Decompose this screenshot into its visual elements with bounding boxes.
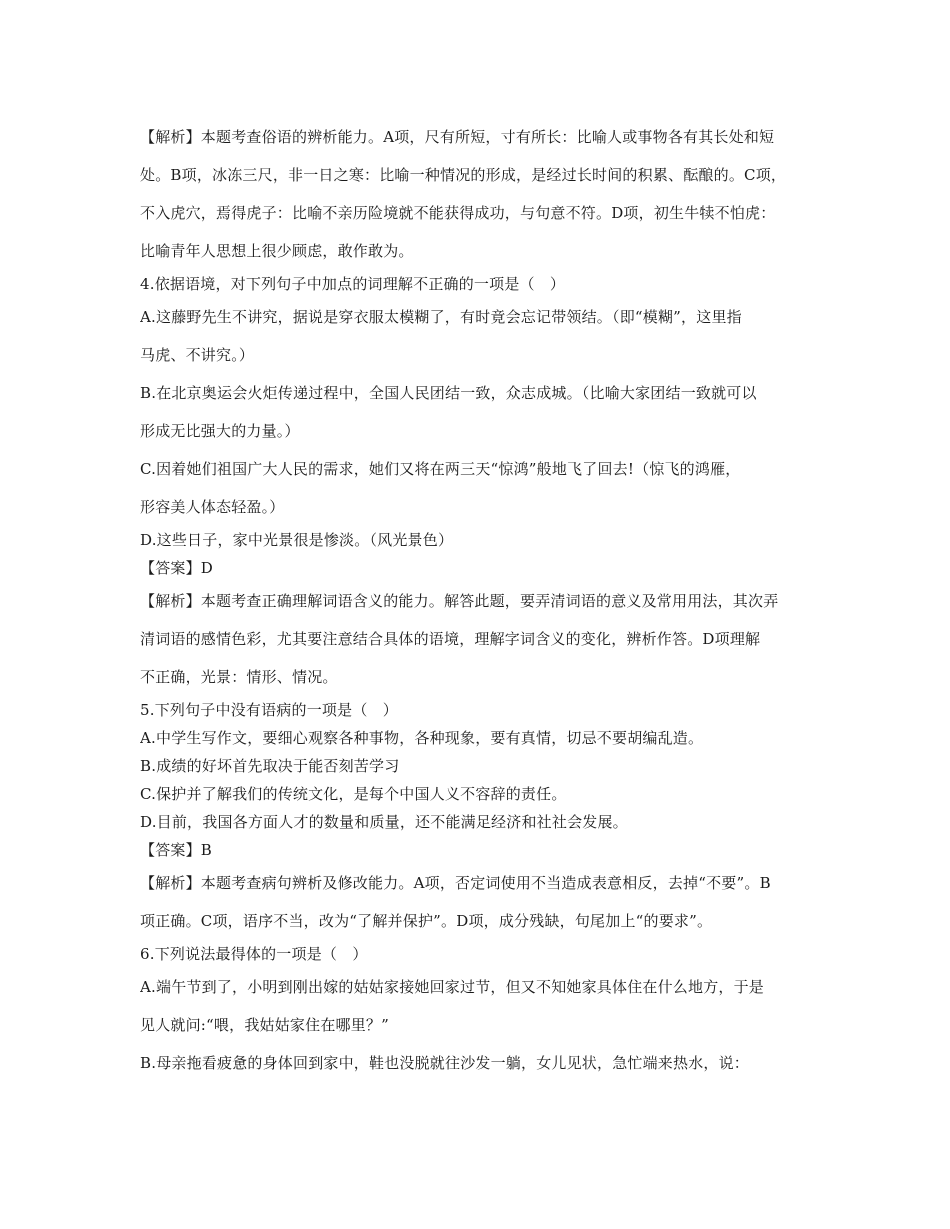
text-line: 5.下列句子中没有语病的一项是（ ） [140,701,398,719]
paragraph [140,298,812,526]
text-line: 比喻青年人思想上很少顾虑，敢作敢为。 [140,242,414,260]
text-line: 马虎、不讲究。） [140,346,255,364]
text-line: C.保护并了解我们的传统文化，是每个中国人义不容辞的责任。 [140,785,567,803]
text-line: D.目前，我国各方面人才的数量和质量，还不能满足经济和社社会发展。 [140,813,628,831]
paragraph [140,582,812,696]
text-line: 【解析】本题考查正确理解词语含义的能力。解答此题，要弄清词语的意义及常用用法，其次弄 [140,592,779,610]
text-line: 6.下列说法最得体的一项是（ ） [140,945,368,963]
text-line: B.母亲拖看疲惫的身体回到家中，鞋也没脱就往沙发一躺，女儿见状，急忙端来热水，说： [140,1054,749,1072]
text-line: 项正确。C项，语序不当，改为“了解并保护”。D项，成分残缺，句尾加上“的要求”。 [140,912,713,930]
text-line: 形容美人体态轻盈。） [140,498,285,516]
text-line: A.中学生写作文，要细心观察各种事物，各种现象，要有真情，切忌不要胡编乱造。 [140,729,704,747]
text-line: B.成绩的好坏首先取决于能否刻苦学习 [140,757,400,775]
text-line: 4.依据语境，对下列句子中加点的词理解不正确的一项是（ ） [140,275,566,293]
text-line: 形成无比强大的力量。） [140,422,300,440]
document-page [140,118,812,1082]
text-line: B.在北京奥运会火炬传递过程中，全国人民团结一致，众志成城。（比喻大家团结一致就可以 [140,384,757,402]
text-line: C.因着她们祖国广大人民的需求，她们又将在两三天“惊鸿”般地飞了回去!（惊飞的鸿雁， [140,460,741,478]
text-line: 【答案】B [140,841,213,859]
text-line: 【解析】本题考查俗语的辨析能力。A项，尺有所短，寸有所长：比喻人或事物各有其长处和短 [140,128,775,146]
paragraph [140,864,812,940]
text-line: 处。B项，冰冻三尺，非一日之寒：比喻一种情况的形成，是经过长时间的积累、酝酿的。C项， [140,166,787,184]
text-line: 见人就问:“喂，我姑姑家住在哪里？” [140,1016,389,1034]
text-line: A.端午节到了，小明到刚出嫁的姑姑家接她回家过节，但又不知她家具体住在什么地方，于是 [140,978,765,996]
paragraph [140,118,812,270]
text-line: 【解析】本题考查病句辨析及修改能力。A项，否定词使用不当造成表意相反，去掉“不要”。B [140,874,771,892]
text-line: D.这些日子，家中光景很是惨淡。（风光景色） [140,531,454,549]
text-line: A.这藤野先生不讲究，据说是穿衣服太模糊了，有时竟会忘记带领结。（即“模糊”，这里指 [140,308,742,326]
paragraph [140,968,812,1082]
text-line: 不入虎穴，焉得虎子：比喻不亲历险境就不能获得成功，与句意不符。D项，初生牛犊不怕虎： [140,204,776,222]
text-line: 【答案】D [140,559,214,577]
text-line: 清词语的感情色彩，尤其要注意结合具体的语境，理解字词含义的变化，辨析作答。D项理解 [140,630,761,648]
text-line: 不正确，光景：情形、情况。 [140,668,338,686]
